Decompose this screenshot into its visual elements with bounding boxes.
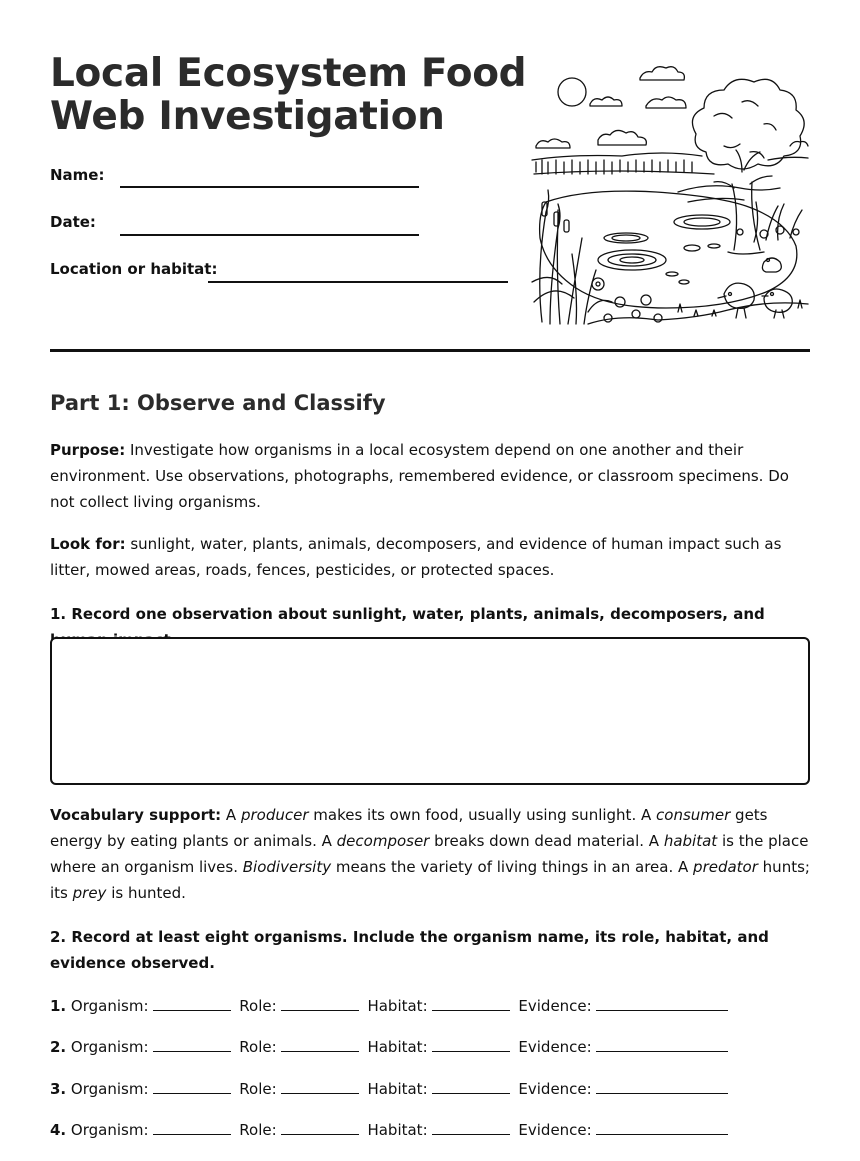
lookfor-paragraph	[50, 531, 810, 583]
row-number: 2.	[50, 1038, 67, 1056]
habitat-label: Habitat:	[367, 1080, 428, 1098]
observation-answer-box[interactable]	[50, 637, 810, 785]
date-label: Date:	[50, 213, 96, 231]
habitat-blank[interactable]	[432, 1120, 510, 1135]
evidence-blank[interactable]	[596, 1120, 728, 1135]
habitat-blank[interactable]	[432, 1079, 510, 1094]
organism-blank[interactable]	[153, 1079, 231, 1094]
lookfor-label: Look for:	[50, 535, 126, 553]
organism-blank[interactable]	[153, 996, 231, 1011]
term-biodiversity: Biodiversity	[242, 858, 332, 876]
part1-heading: Part 1: Observe and Classify	[50, 391, 386, 415]
purpose-text: Investigate how organisms in a local ecosystem depend on one another and their environment. Use observations, photographs, remembered evidence, or classroom specimens. Do not collect living organisms.	[50, 441, 789, 511]
evidence-label: Evidence:	[518, 1121, 592, 1139]
habitat-blank[interactable]	[432, 996, 510, 1011]
role-label: Role:	[239, 997, 277, 1015]
pond-ecosystem-illustration-icon	[528, 62, 812, 328]
role-blank[interactable]	[281, 996, 359, 1011]
habitat-label: Habitat:	[367, 1038, 428, 1056]
purpose-label: Purpose:	[50, 441, 126, 459]
organism-blank[interactable]	[153, 1037, 231, 1052]
organism-row-4	[50, 1120, 732, 1139]
habitat-label: Habitat:	[367, 997, 428, 1015]
section-divider	[50, 349, 810, 352]
vocab-text: makes its own food, usually using sunlight. A	[308, 806, 657, 824]
term-habitat: habitat	[663, 832, 718, 850]
title-line-1: Local Ecosystem Food	[50, 51, 527, 96]
vocabulary-paragraph	[50, 802, 810, 906]
organism-label: Organism:	[70, 1121, 149, 1139]
vocab-text: is the place where an organism lives.	[50, 832, 809, 876]
organism-label: Organism:	[70, 997, 149, 1015]
habitat-blank[interactable]	[432, 1037, 510, 1052]
organism-row-2	[50, 1037, 732, 1056]
title-line-2: Web Investigation	[50, 94, 445, 139]
habitat-label: Habitat:	[367, 1121, 428, 1139]
evidence-blank[interactable]	[596, 1079, 728, 1094]
vocab-text: hunts; its	[50, 858, 810, 902]
evidence-blank[interactable]	[596, 996, 728, 1011]
vocab-text: breaks down dead material. A	[429, 832, 664, 850]
term-consumer: consumer	[656, 806, 731, 824]
vocab-text: gets energy by eating plants or animals. A	[50, 806, 768, 850]
evidence-label: Evidence:	[518, 1038, 592, 1056]
name-field[interactable]	[120, 186, 419, 188]
role-label: Role:	[239, 1121, 277, 1139]
row-number: 4.	[50, 1121, 67, 1139]
evidence-label: Evidence:	[518, 1080, 592, 1098]
row-number: 3.	[50, 1080, 67, 1098]
question-1: 1. Record one observation about sunlight, water, plants, animals, decomposers, and	[50, 605, 765, 623]
organism-row-1	[50, 996, 732, 1015]
role-blank[interactable]	[281, 1037, 359, 1052]
vocab-label: Vocabulary support:	[50, 806, 222, 824]
location-label: Location or habitat:	[50, 260, 218, 278]
lookfor-text: sunlight, water, plants, animals, decomposers, and evidence of human impact such as litter, mowed areas, roads, fences, pesticides, or protected spaces.	[50, 535, 782, 579]
page-title	[50, 52, 526, 138]
organism-row-3	[50, 1079, 732, 1098]
vocab-text: A	[221, 806, 241, 824]
organism-label: Organism:	[70, 1080, 149, 1098]
role-label: Role:	[239, 1038, 277, 1056]
purpose-paragraph	[50, 437, 810, 515]
question-2: 2. Record at least eight organisms. Include the organism name, its role, habitat, and evidence observed.	[50, 928, 769, 972]
evidence-blank[interactable]	[596, 1037, 728, 1052]
role-blank[interactable]	[281, 1079, 359, 1094]
term-decomposer: decomposer	[336, 832, 430, 850]
role-blank[interactable]	[281, 1120, 359, 1135]
location-field[interactable]	[208, 281, 508, 283]
row-number: 1.	[50, 997, 67, 1015]
term-prey: prey	[72, 884, 107, 902]
organism-label: Organism:	[70, 1038, 149, 1056]
date-field[interactable]	[120, 234, 419, 236]
organism-blank[interactable]	[153, 1120, 231, 1135]
name-label: Name:	[50, 166, 105, 184]
role-label: Role:	[239, 1080, 277, 1098]
term-predator: predator	[693, 858, 758, 876]
vocab-text: is hunted.	[106, 884, 186, 902]
evidence-label: Evidence:	[518, 997, 592, 1015]
vocab-text: means the variety of living things in an area. A	[331, 858, 694, 876]
term-producer: producer	[240, 806, 309, 824]
